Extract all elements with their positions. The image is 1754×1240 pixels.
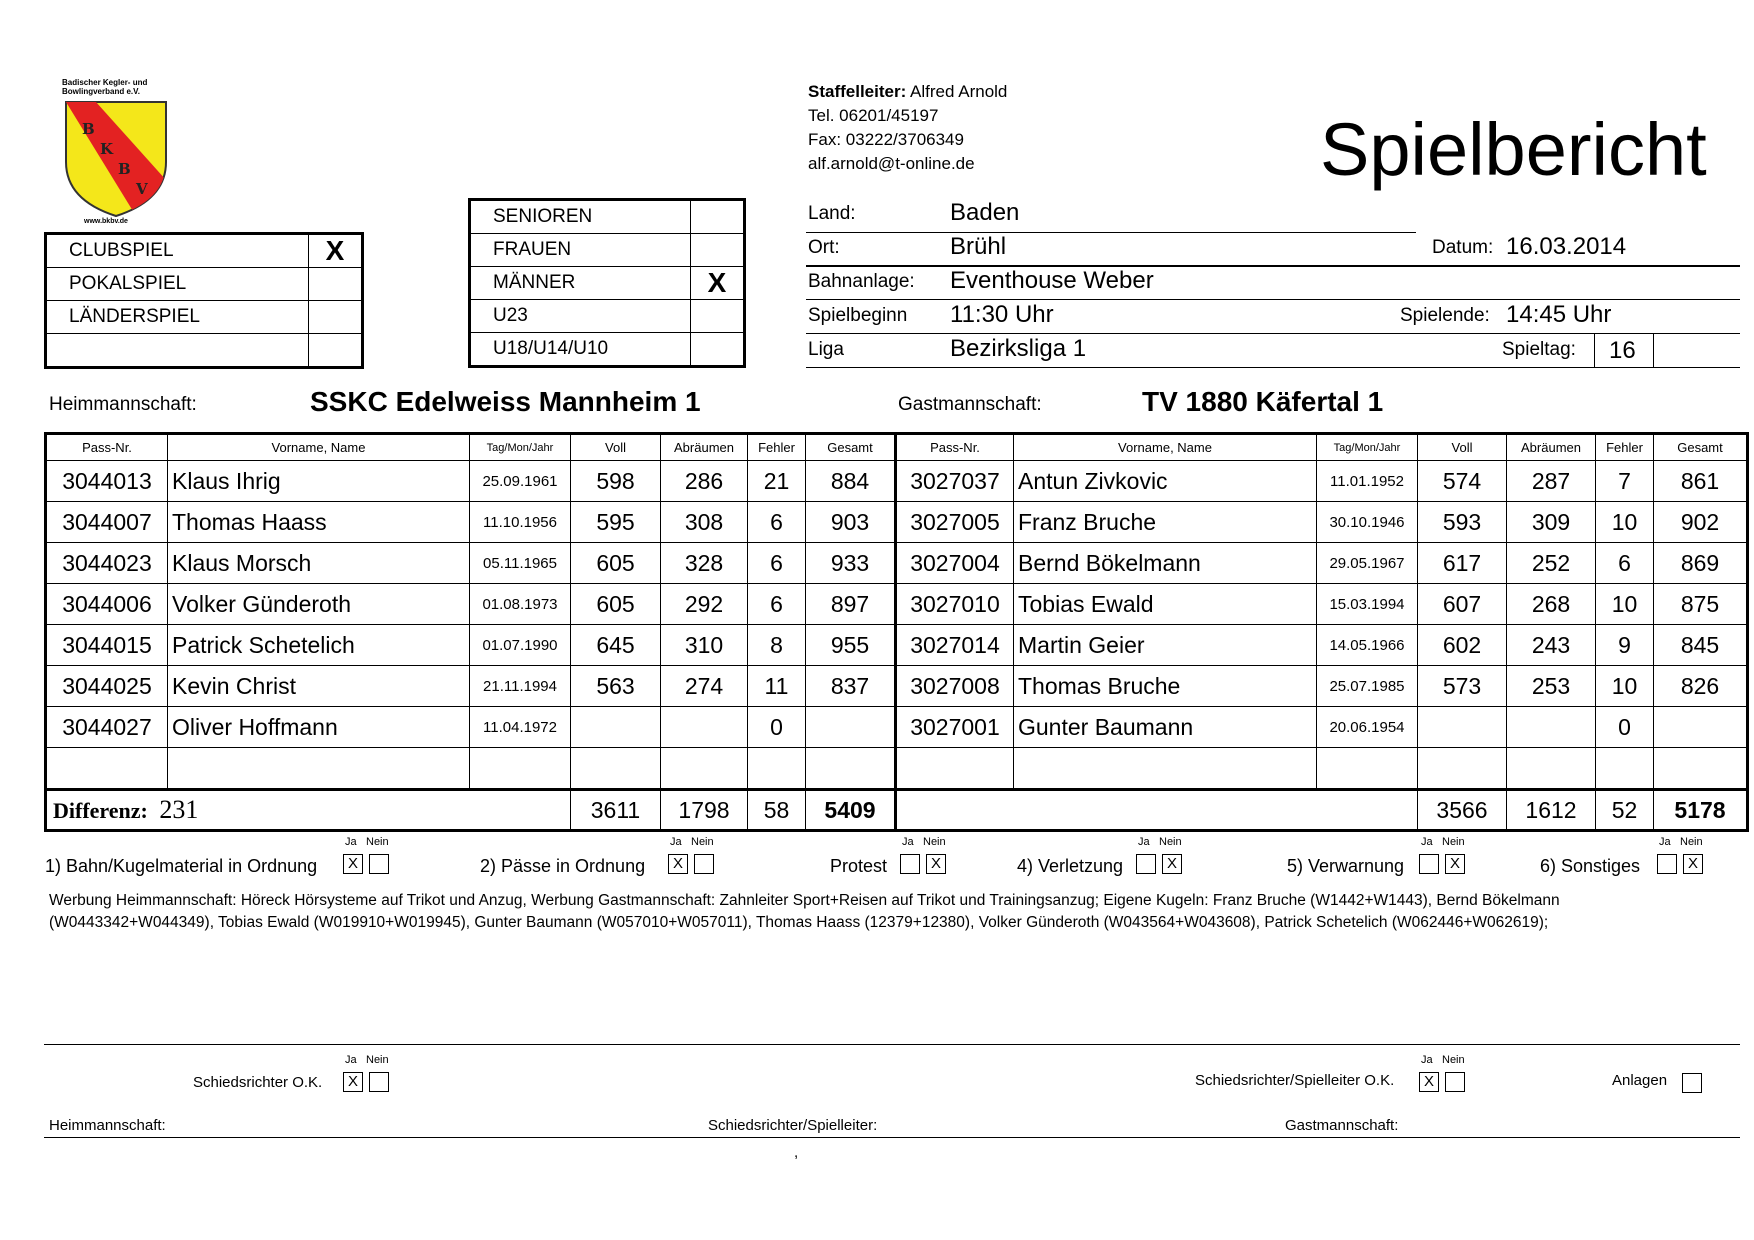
guest-fehler-cell: 10 xyxy=(1596,584,1654,625)
land-value: Baden xyxy=(950,199,1020,226)
nein-label: Nein xyxy=(1159,836,1182,848)
home-name-cell: Klaus Ihrig xyxy=(168,461,470,502)
guest-voll-cell: 593 xyxy=(1418,502,1507,543)
guest-fehler-cell: 0 xyxy=(1596,707,1654,748)
home-date-cell: 11.04.1972 xyxy=(470,707,571,748)
home-date-cell xyxy=(470,748,571,790)
ja-label: Ja xyxy=(345,836,357,848)
divider xyxy=(806,333,1740,334)
srsl-ok-label: Schiedsrichter/Spielleiter O.K. xyxy=(1195,1072,1395,1089)
signature-guest-label: Gastmannschaft: xyxy=(1285,1117,1399,1134)
home-abr-cell: 292 xyxy=(661,584,748,625)
col-voll: Voll xyxy=(1418,434,1507,461)
guest-name-cell xyxy=(1014,748,1317,790)
guest-voll-cell: 602 xyxy=(1418,625,1507,666)
klasse-mark[interactable]: X xyxy=(691,267,745,300)
bahnanlage-label: Bahnanlage: xyxy=(808,271,915,292)
home-voll-cell xyxy=(571,748,661,790)
col-abr: Abräumen xyxy=(661,434,748,461)
staffelleiter-fax: Fax: 03222/3706349 xyxy=(808,130,964,149)
home-voll-cell: 598 xyxy=(571,461,661,502)
home-abr-cell xyxy=(661,707,748,748)
col-date: Tag/Mon/Jahr xyxy=(1317,434,1418,461)
guest-total-voll: 3566 xyxy=(1418,790,1507,831)
ort-value: Brühl xyxy=(950,233,1007,260)
klasse-mark[interactable] xyxy=(691,200,745,234)
guest-gesamt-cell: 869 xyxy=(1654,543,1748,584)
home-fehler-cell: 8 xyxy=(748,625,806,666)
klasse-label: U18/U14/U10 xyxy=(470,333,691,367)
staffelleiter-email: alf.arnold@t-online.de xyxy=(808,154,975,173)
home-voll-cell: 645 xyxy=(571,625,661,666)
home-name-cell: Thomas Haass xyxy=(168,502,470,543)
guest-abr-cell: 309 xyxy=(1507,502,1596,543)
klasse-mark[interactable] xyxy=(691,234,745,267)
guest-abr-cell: 243 xyxy=(1507,625,1596,666)
player-row xyxy=(46,666,1748,707)
home-gesamt-cell: 837 xyxy=(806,666,896,707)
guest-pass-cell: 3027001 xyxy=(896,707,1014,748)
col-pass: Pass-Nr. xyxy=(896,434,1014,461)
guest-fehler-cell: 6 xyxy=(1596,543,1654,584)
klasse-row xyxy=(470,234,745,267)
spielart-row xyxy=(46,301,363,334)
spielende-value: 14:45 Uhr xyxy=(1506,301,1612,328)
spielbeginn-label: Spielbeginn xyxy=(808,305,908,326)
logo-letter: V xyxy=(136,180,148,198)
guest-date-cell: 20.06.1954 xyxy=(1317,707,1418,748)
player-row xyxy=(46,543,1748,584)
check-ja-checkbox[interactable] xyxy=(1419,854,1439,874)
klasse-label: SENIOREN xyxy=(470,200,691,234)
check-label: 4) Verletzung xyxy=(1017,856,1124,876)
check-nein-checkbox[interactable] xyxy=(694,854,714,874)
srsl-ok-nein-checkbox[interactable] xyxy=(1445,1072,1465,1092)
check-nein-checkbox[interactable] xyxy=(369,854,389,874)
guest-fehler-cell: 9 xyxy=(1596,625,1654,666)
divider xyxy=(1653,333,1654,367)
guest-fehler-cell: 10 xyxy=(1596,666,1654,707)
guest-fehler-cell: 7 xyxy=(1596,461,1654,502)
spieltag-value: 16 xyxy=(1609,337,1636,364)
klasse-label: U23 xyxy=(470,300,691,333)
home-name-cell: Kevin Christ xyxy=(168,666,470,707)
col-gesamt: Gesamt xyxy=(806,434,896,461)
home-name-cell: Klaus Morsch xyxy=(168,543,470,584)
anlagen-label: Anlagen xyxy=(1612,1072,1668,1089)
col-gesamt: Gesamt xyxy=(1654,434,1748,461)
guest-voll-cell: 573 xyxy=(1418,666,1507,707)
guest-voll-cell xyxy=(1418,748,1507,790)
guest-voll-cell: 607 xyxy=(1418,584,1507,625)
guest-team-label: Gastmannschaft: xyxy=(898,394,1042,415)
home-total-voll: 3611 xyxy=(571,790,661,831)
anlagen-checkbox[interactable] xyxy=(1682,1073,1702,1093)
home-gesamt-cell xyxy=(806,707,896,748)
guest-gesamt-cell: 861 xyxy=(1654,461,1748,502)
logo-letter: K xyxy=(100,140,114,158)
guest-abr-cell: 268 xyxy=(1507,584,1596,625)
check-ja-checkbox[interactable] xyxy=(1136,854,1156,874)
home-abr-cell: 286 xyxy=(661,461,748,502)
guest-abr-cell: 252 xyxy=(1507,543,1596,584)
guest-gesamt-cell xyxy=(1654,748,1748,790)
guest-total-abr: 1612 xyxy=(1507,790,1596,831)
check-nein-checkbox[interactable]: X xyxy=(1162,854,1182,874)
player-row xyxy=(46,625,1748,666)
guest-date-cell: 14.05.1966 xyxy=(1317,625,1418,666)
guest-fehler-cell: 10 xyxy=(1596,502,1654,543)
home-date-cell: 01.07.1990 xyxy=(470,625,571,666)
spielart-row xyxy=(46,268,363,301)
spielart-mark[interactable]: X xyxy=(309,234,363,268)
klasse-row xyxy=(470,200,745,234)
sr-ok-ja-checkbox[interactable]: X xyxy=(343,1072,363,1092)
check-label: Protest xyxy=(830,856,888,876)
guest-voll-cell xyxy=(1418,707,1507,748)
player-row xyxy=(46,707,1748,748)
guest-total-gesamt: 5178 xyxy=(1654,790,1748,831)
nein-label: Nein xyxy=(366,836,389,848)
guest-gesamt-cell: 845 xyxy=(1654,625,1748,666)
player-row xyxy=(46,748,1748,790)
home-pass-cell: 3044007 xyxy=(46,502,168,543)
divider xyxy=(806,367,1740,368)
remarks-text: Werbung Heimmannschaft: Höreck Hörsysteme auf Trikot und Anzug, Werbung Gastmannschaft: Zahnleiter Sport+Reisen auf Trikot und Trainingsanzug; Eigene Kugeln: Franz Bruche (W1442+W1443), Bernd Bökelmann (W0443342+W044349), Tobias Ewald (W019910+W019945), Gunter Baumann (W057010+W057011), Thomas Haass (12379+12380), Volker Günderoth (W043564+W043608), Patrick Schetelich (W062446+W062619); xyxy=(49,892,1560,931)
guest-date-cell xyxy=(1317,748,1418,790)
guest-name-cell: Martin Geier xyxy=(1014,625,1317,666)
home-fehler-cell: 6 xyxy=(748,543,806,584)
home-fehler-cell: 6 xyxy=(748,584,806,625)
guest-date-cell: 15.03.1994 xyxy=(1317,584,1418,625)
guest-pass-cell: 3027004 xyxy=(896,543,1014,584)
col-name: Vorname, Name xyxy=(1014,434,1317,461)
bkbv-logo xyxy=(62,78,172,228)
ja-label: Ja xyxy=(1421,836,1433,848)
stray-mark: , xyxy=(794,1144,799,1161)
guest-name-cell: Tobias Ewald xyxy=(1014,584,1317,625)
guest-name-cell: Thomas Bruche xyxy=(1014,666,1317,707)
logo-letter: B xyxy=(82,120,95,138)
check-ja-checkbox[interactable]: X xyxy=(668,854,688,874)
home-abr-cell: 328 xyxy=(661,543,748,584)
home-gesamt-cell xyxy=(806,748,896,790)
player-row xyxy=(46,584,1748,625)
staffelleiter-label: Staffelleiter: xyxy=(808,82,907,101)
guest-pass-cell: 3027014 xyxy=(896,625,1014,666)
guest-pass-cell: 3027005 xyxy=(896,502,1014,543)
klasse-row xyxy=(470,267,745,300)
guest-voll-cell: 574 xyxy=(1418,461,1507,502)
guest-name-cell: Gunter Baumann xyxy=(1014,707,1317,748)
staffelleiter-tel: Tel. 06201/45197 xyxy=(808,106,939,125)
spielende-label: Spielende: xyxy=(1400,305,1490,326)
sr-ok-nein-checkbox[interactable] xyxy=(369,1072,389,1092)
land-label: Land: xyxy=(808,203,856,224)
divider xyxy=(44,1137,1740,1138)
guest-abr-cell: 253 xyxy=(1507,666,1596,707)
home-voll-cell: 605 xyxy=(571,584,661,625)
spielart-label: LÄNDERSPIEL xyxy=(46,301,309,334)
guest-voll-cell: 617 xyxy=(1418,543,1507,584)
header-row xyxy=(46,434,1748,461)
datum-value: 16.03.2014 xyxy=(1506,233,1627,260)
staffelleiter-block xyxy=(808,80,1007,176)
guest-pass-cell xyxy=(896,748,1014,790)
signature-home-label: Heimmannschaft: xyxy=(49,1117,166,1134)
nein-label: Nein xyxy=(1680,836,1703,848)
spielart-mark[interactable] xyxy=(309,301,363,334)
home-date-cell: 25.09.1961 xyxy=(470,461,571,502)
guest-gesamt-cell: 826 xyxy=(1654,666,1748,707)
spielart-row xyxy=(46,234,363,268)
sr-ok-label: Schiedsrichter O.K. xyxy=(193,1074,323,1091)
guest-team-name: TV 1880 Käfertal 1 xyxy=(1142,386,1384,417)
guest-date-cell: 29.05.1967 xyxy=(1317,543,1418,584)
home-pass-cell: 3044025 xyxy=(46,666,168,707)
logo-text-line1: Badischer Kegler- und xyxy=(62,78,148,87)
home-abr-cell: 310 xyxy=(661,625,748,666)
home-team-name: SSKC Edelweiss Mannheim 1 xyxy=(310,386,701,417)
ja-label: Ja xyxy=(1138,836,1150,848)
guest-abr-cell xyxy=(1507,748,1596,790)
home-voll-cell xyxy=(571,707,661,748)
spielbeginn-value: 11:30 Uhr xyxy=(950,301,1054,328)
spielart-mark[interactable] xyxy=(309,268,363,301)
home-pass-cell: 3044023 xyxy=(46,543,168,584)
home-abr-cell: 274 xyxy=(661,666,748,707)
divider xyxy=(806,232,1416,233)
check-label: 1) Bahn/Kugelmaterial in Ordnung xyxy=(45,856,318,876)
spielart-mark[interactable] xyxy=(309,334,363,368)
totals-row xyxy=(46,790,1748,831)
home-gesamt-cell: 903 xyxy=(806,502,896,543)
guest-name-cell: Bernd Bökelmann xyxy=(1014,543,1317,584)
guest-abr-cell: 287 xyxy=(1507,461,1596,502)
klasse-mark[interactable] xyxy=(691,300,745,333)
ja-label: Ja xyxy=(1659,836,1671,848)
spielart-row xyxy=(46,334,363,368)
klasse-row xyxy=(470,300,745,333)
check-ja-checkbox[interactable] xyxy=(900,854,920,874)
home-fehler-cell: 21 xyxy=(748,461,806,502)
guest-total-spacer xyxy=(896,790,1418,831)
home-fehler-cell: 11 xyxy=(748,666,806,707)
col-date: Tag/Mon/Jahr xyxy=(470,434,571,461)
home-pass-cell: 3044013 xyxy=(46,461,168,502)
guest-name-cell: Franz Bruche xyxy=(1014,502,1317,543)
results-table xyxy=(44,432,1749,832)
home-team-label: Heimmannschaft: xyxy=(49,394,197,415)
ja-label: Ja xyxy=(670,836,682,848)
nein-label: Nein xyxy=(691,836,714,848)
home-total-fehler: 58 xyxy=(748,790,806,831)
guest-total-fehler: 52 xyxy=(1596,790,1654,831)
home-date-cell: 05.11.1965 xyxy=(470,543,571,584)
home-abr-cell xyxy=(661,748,748,790)
ja-label: Ja xyxy=(1421,1054,1433,1066)
logo-text-line2: Bowlingverband e.V. xyxy=(62,87,140,96)
klasse-table xyxy=(468,198,746,368)
home-date-cell: 21.11.1994 xyxy=(470,666,571,707)
spielart-label: CLUBSPIEL xyxy=(46,234,309,268)
guest-date-cell: 30.10.1946 xyxy=(1317,502,1418,543)
klasse-label: MÄNNER xyxy=(470,267,691,300)
nein-label: Nein xyxy=(366,1054,389,1066)
signature-referee-label: Schiedsrichter/Spielleiter: xyxy=(708,1117,878,1134)
home-name-cell: Volker Günderoth xyxy=(168,584,470,625)
spieltag-label: Spieltag: xyxy=(1502,339,1576,360)
ort-label: Ort: xyxy=(808,237,840,258)
col-fehler: Fehler xyxy=(1596,434,1654,461)
player-row xyxy=(46,502,1748,543)
guest-gesamt-cell: 875 xyxy=(1654,584,1748,625)
guest-date-cell: 11.01.1952 xyxy=(1317,461,1418,502)
home-gesamt-cell: 933 xyxy=(806,543,896,584)
check-ja-checkbox[interactable] xyxy=(1657,854,1677,874)
spielart-table xyxy=(44,232,364,369)
nein-label: Nein xyxy=(923,836,946,848)
nein-label: Nein xyxy=(1442,836,1465,848)
home-pass-cell: 3044027 xyxy=(46,707,168,748)
guest-pass-cell: 3027037 xyxy=(896,461,1014,502)
check-ja-checkbox[interactable]: X xyxy=(343,854,363,874)
difference-label: Differenz: xyxy=(53,798,148,823)
guest-abr-cell xyxy=(1507,707,1596,748)
ja-label: Ja xyxy=(345,1054,357,1066)
check-label: 6) Sonstiges xyxy=(1540,856,1641,876)
home-name-cell: Patrick Schetelich xyxy=(168,625,470,666)
player-row xyxy=(46,461,1748,502)
col-voll: Voll xyxy=(571,434,661,461)
home-gesamt-cell: 884 xyxy=(806,461,896,502)
nein-label: Nein xyxy=(1442,1054,1465,1066)
home-voll-cell: 605 xyxy=(571,543,661,584)
klasse-mark[interactable] xyxy=(691,333,745,367)
check-nein-checkbox[interactable]: X xyxy=(1683,854,1703,874)
home-name-cell: Oliver Hoffmann xyxy=(168,707,470,748)
divider xyxy=(44,1044,1740,1045)
guest-pass-cell: 3027010 xyxy=(896,584,1014,625)
home-pass-cell xyxy=(46,748,168,790)
check-nein-checkbox[interactable]: X xyxy=(926,854,946,874)
home-name-cell xyxy=(168,748,470,790)
liga-label: Liga xyxy=(808,339,844,360)
home-gesamt-cell: 897 xyxy=(806,584,896,625)
home-fehler-cell: 0 xyxy=(748,707,806,748)
bkbv-shield-icon xyxy=(62,100,170,218)
liga-value: Bezirksliga 1 xyxy=(950,335,1087,362)
home-date-cell: 01.08.1973 xyxy=(470,584,571,625)
guest-fehler-cell xyxy=(1596,748,1654,790)
guest-gesamt-cell xyxy=(1654,707,1748,748)
divider xyxy=(1594,333,1595,367)
home-voll-cell: 595 xyxy=(571,502,661,543)
page-title: Spielbericht xyxy=(1320,108,1707,191)
home-fehler-cell: 6 xyxy=(748,502,806,543)
guest-gesamt-cell: 902 xyxy=(1654,502,1748,543)
home-voll-cell: 563 xyxy=(571,666,661,707)
home-total-gesamt: 5409 xyxy=(806,790,896,831)
spielart-label xyxy=(46,334,309,368)
home-pass-cell: 3044006 xyxy=(46,584,168,625)
guest-name-cell: Antun Zivkovic xyxy=(1014,461,1317,502)
klasse-label: FRAUEN xyxy=(470,234,691,267)
col-fehler: Fehler xyxy=(748,434,806,461)
home-gesamt-cell: 955 xyxy=(806,625,896,666)
home-fehler-cell xyxy=(748,748,806,790)
home-abr-cell: 308 xyxy=(661,502,748,543)
staffelleiter-name: Alfred Arnold xyxy=(910,82,1008,101)
col-name: Vorname, Name xyxy=(168,434,470,461)
check-label: 5) Verwarnung xyxy=(1287,856,1405,876)
guest-date-cell: 25.07.1985 xyxy=(1317,666,1418,707)
datum-label: Datum: xyxy=(1432,237,1494,258)
check-label: 2) Pässe in Ordnung xyxy=(480,856,646,876)
logo-url: www.bkbv.de xyxy=(84,218,128,225)
home-pass-cell: 3044015 xyxy=(46,625,168,666)
col-abr: Abräumen xyxy=(1507,434,1596,461)
divider xyxy=(806,299,1740,300)
home-date-cell: 11.10.1956 xyxy=(470,502,571,543)
logo-letter: B xyxy=(118,160,131,178)
ja-label: Ja xyxy=(902,836,914,848)
guest-pass-cell: 3027008 xyxy=(896,666,1014,707)
srsl-ok-ja-checkbox[interactable]: X xyxy=(1419,1072,1439,1092)
bahnanlage-value: Eventhouse Weber xyxy=(950,267,1154,294)
klasse-row xyxy=(470,333,745,367)
difference-value: 231 xyxy=(159,795,199,824)
col-pass: Pass-Nr. xyxy=(46,434,168,461)
divider xyxy=(806,265,1740,267)
difference-cell xyxy=(46,790,571,831)
check-nein-checkbox[interactable]: X xyxy=(1445,854,1465,874)
spielart-label: POKALSPIEL xyxy=(46,268,309,301)
home-total-abr: 1798 xyxy=(661,790,748,831)
